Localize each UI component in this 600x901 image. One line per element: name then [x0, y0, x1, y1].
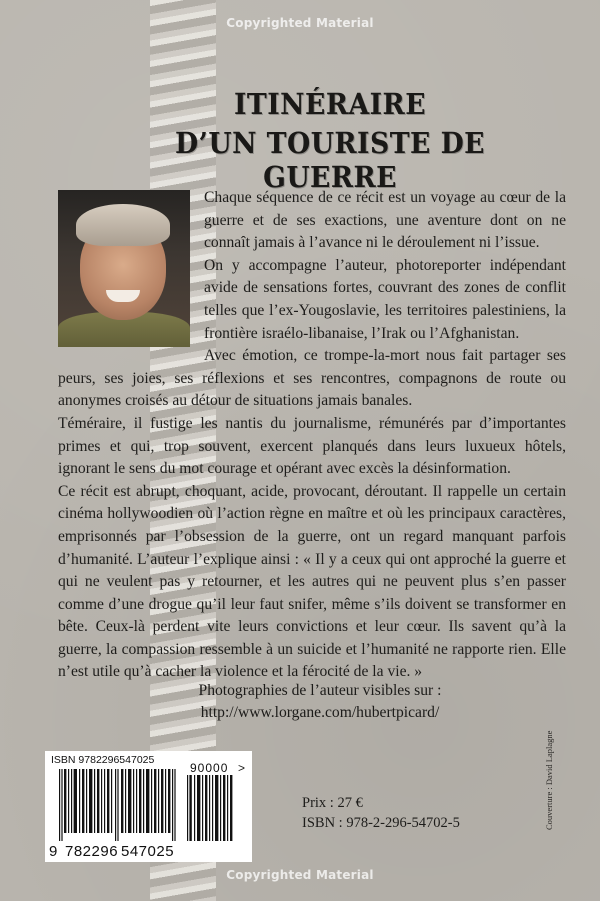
barcode-price-code: 90000 [190, 761, 229, 775]
blurb-paragraph-3: Avec émotion, ce trompe-la-mort nous fait partager ses peurs, ses joies, ses réflexions et ses rencontres, compagnons de route ou anonymes croisés au détour de situations jamais banales. [58, 347, 566, 410]
blurb-paragraph-1: Chaque séquence de ce récit est un voyage au cœur de la guerre et de ses exactions, une aventure dont on ne connaît jamais à l’avance ni le déroulement ni l’issue. [204, 189, 566, 252]
photos-label: Photographies de l’auteur visibles sur : [198, 682, 442, 699]
back-cover-blurb [58, 187, 566, 684]
watermark-top: Copyrighted Material [226, 16, 374, 30]
cover-credit: Couverture : David Laplagne [544, 730, 554, 830]
ean-barcode-bars [59, 769, 177, 841]
book-title-line-2: D’UN TOURISTE DE GUERRE [175, 126, 485, 194]
watermark-bottom: Copyrighted Material [226, 868, 374, 882]
isbn-text: ISBN : 978-2-296-54702-5 [302, 815, 460, 831]
price-text: Prix : 27 € [302, 795, 363, 811]
barcode-price-arrow: > [238, 761, 246, 775]
barcode-block [45, 751, 252, 862]
ean-digit-lead: 9 [49, 843, 58, 860]
book-title-line-1: ITINÉRAIRE [233, 87, 426, 121]
photo-spacer [58, 187, 204, 347]
blurb-paragraph-2: On y accompagne l’auteur, photoreporter indépendant avide de sensations fortes, couvrant des zones de conflit telles que l’ex-Yougoslavie, les territoires palestiniens, la frontière israélo-libanaise, l’Irak ou l’Afghanistan. [204, 256, 566, 342]
price-addon-bars [187, 775, 235, 841]
blurb-paragraph-5: Ce récit est abrupt, choquant, acide, provocant, déroutant. Il rappelle un certain cinéma hollywoodien où l’action règne en maître et où les principaux caractères, emprisonnés par l’obsession de la guerre, ont un regard manquant parfois d’humanité. L’auteur l’explique ainsi : « Il y a ceux qui ont approché la guerre et qui ne veulent pas y retourner, et les autres qui ne peuvent plus s’en passer comme d’une drogue qu’il leur faut snifer, même s’ils doivent se transformer en bête. Ceux-là perdent vite leurs convictions et leur cœur. Ils savent qu’à la guerre, la compassion ressemble à un suicide et l’humanité ne rapporte rien. Elle n’est utile qu’à cacher la violence et la férocité de la vie. » [58, 482, 566, 681]
blurb-paragraph-4: Téméraire, il fustige les nantis du journalisme, rémunérés par d’importantes primes et qui, trop souvent, exercent planqués dans leurs luxueux hôtels, ignorant le sens du mot courage et opérant avec excès la désinformation. [58, 414, 566, 478]
photos-url: http://www.lorgane.com/hubertpicard/ [200, 704, 440, 721]
ean-digits-left: 782296 [65, 843, 119, 860]
ean-digits-right: 547025 [121, 843, 175, 860]
barcode-isbn-label: ISBN 9782296547025 [51, 754, 155, 766]
